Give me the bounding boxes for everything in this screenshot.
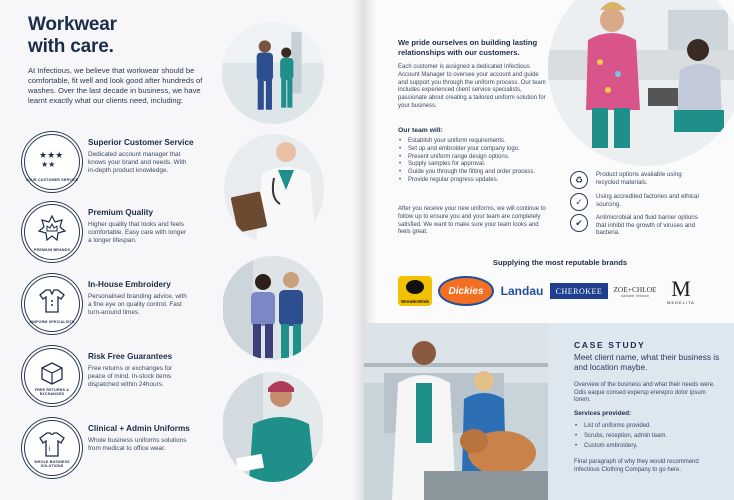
brand-name: Dickies	[448, 285, 484, 297]
team-will-heading: Our team will:	[398, 127, 443, 134]
feature-desc: Free returns or exchanges for peace of mind. In-stock items dispatched within 24hours.	[88, 365, 173, 389]
case-study-overview: Overview of the business and what their needs were. Odis eaque consed expersp ererepro dolor ipsum lorem.	[574, 382, 715, 404]
photo-vet-dog	[364, 323, 548, 500]
badge-label: PREMIUM BRANDS	[33, 248, 71, 252]
list-item: • Establish your uniform requirements.	[398, 138, 548, 146]
list-item: • Scrubs, reception, admin team.	[574, 431, 667, 441]
brand-dickies-logo	[438, 275, 494, 307]
feature-desc: Whole business uniforms solutions from medical to office wear.	[88, 437, 187, 453]
box-badge-icon	[24, 348, 80, 404]
svg-text:i: i	[48, 446, 51, 453]
brand-name: ZOE+CHLOE	[613, 284, 657, 294]
feature-desc: Higher quality that looks and feels comfortable. Easy care with longer a longer lifespan.	[88, 221, 187, 245]
brand-wonderwink-logo	[398, 275, 432, 307]
heading-line-2: with care.	[28, 36, 114, 57]
services-heading: Services provided:	[574, 410, 632, 417]
photo-two-nurses	[222, 256, 324, 360]
brands-heading: Supplying the most reputable brands	[492, 258, 628, 267]
svg-text:★★★: ★★★	[39, 150, 64, 160]
customer-service-badge-icon	[24, 134, 80, 190]
brand-mark: M	[671, 275, 691, 301]
brand-name: Landau	[500, 284, 544, 298]
feature-title: Superior Customer Service	[88, 138, 194, 147]
photo-surgeon	[222, 372, 324, 482]
brand-name: WonderWink	[401, 299, 429, 304]
heading-line-1: Workwear	[28, 14, 117, 35]
services-list	[574, 421, 667, 451]
feature-title: Premium Quality	[88, 208, 154, 217]
brand-zoe-chloe-logo	[612, 275, 658, 307]
brand-subtext: Adelaide, Mitcham	[621, 293, 649, 298]
badge-label: YOUR CUSTOMER SERVICE	[25, 178, 79, 182]
badge-label: FREE RETURNS & EXCHANGES	[34, 388, 70, 396]
brand-name: CHEROKEE	[555, 286, 603, 296]
right-intro-paragraph: Each customer is assigned a dedicated Infectious Account Manager to oversee your account and guide and support you through the uniform process. Our team includes experienced client service specialists, passionate about creating a tailored uniform solution for your business.	[398, 64, 546, 109]
case-study-client: Meet client name, what their business is and location maybe.	[574, 353, 720, 372]
list-item: • Supply samples for approval.	[398, 161, 548, 169]
feature-title: Clinical + Admin Uniforms	[88, 424, 190, 433]
list-item: • Guide you through the fitting and order process.	[398, 169, 548, 177]
option-text: Using accredited factories and ethical sourcing.	[596, 193, 699, 208]
option-text: Product options available using recycled materials.	[596, 171, 682, 186]
badge-label: UNIFORM SPECIALISTS	[29, 320, 75, 324]
crown-badge-icon	[24, 204, 80, 260]
follow-up-paragraph: After you receive your new uniforms, we will continue to follow up to ensure you and your team are completely satisfied. We want to make sure your team looks and feels great.	[398, 206, 546, 236]
list-item: • Provide regular progress updates.	[398, 177, 548, 185]
list-item: • Set up and embroider your company logo.	[398, 146, 548, 154]
right-title: We pride ourselves on building lasting relationships with our customers.	[398, 38, 538, 57]
brand-name: MEDELITA	[667, 299, 695, 305]
intro-text: At Infectious, we believe that workwear should be comfortable, fit well and look good after hundreds of washes. Over the last decade in business, we have learnt exactly what our clients need, including:	[28, 66, 203, 105]
brand-cherokee-logo	[550, 275, 608, 307]
brand-landau-logo	[498, 275, 546, 307]
case-study-heading: CASE STUDY	[574, 340, 646, 350]
tshirt-badge-icon	[24, 420, 80, 476]
list-item: • List of uniforms provided.	[574, 421, 667, 431]
shield-check-icon: ✓	[570, 193, 588, 211]
shirt-check-icon: ✔	[570, 214, 588, 232]
option-text: Antimicrobial and fluid barrier options that inhibit the growth of viruses and bacteria.	[596, 214, 698, 237]
case-study-final: Final paragraph of why they would recommend Infectious Clothing Company to go here.	[574, 459, 699, 473]
page-heading	[28, 14, 117, 58]
feature-desc: Dedicated account manager that knows your brand and needs. With in-depth product knowledge.	[88, 151, 187, 175]
badge-label: WHOLE BUSINESS SOLUTIONS	[34, 460, 70, 468]
brand-medelita-logo	[664, 275, 698, 307]
team-list	[398, 138, 548, 185]
feature-title: Risk Free Guarantees	[88, 352, 173, 361]
list-item: • Present uniform range design options.	[398, 154, 548, 162]
photo-doctor-clipboard	[224, 134, 324, 244]
photo-two-staff	[222, 22, 324, 124]
scrubs-badge-icon	[24, 276, 80, 332]
svg-text:★★: ★★	[41, 160, 56, 169]
feature-title: In-House Embroidery	[88, 280, 171, 289]
feature-desc: Personalised branding advice, with a fine eye on quality control. Fast turn-around times.	[88, 293, 187, 317]
recycle-icon: ♻	[570, 171, 588, 189]
list-item: • Custom embroidery.	[574, 441, 667, 451]
